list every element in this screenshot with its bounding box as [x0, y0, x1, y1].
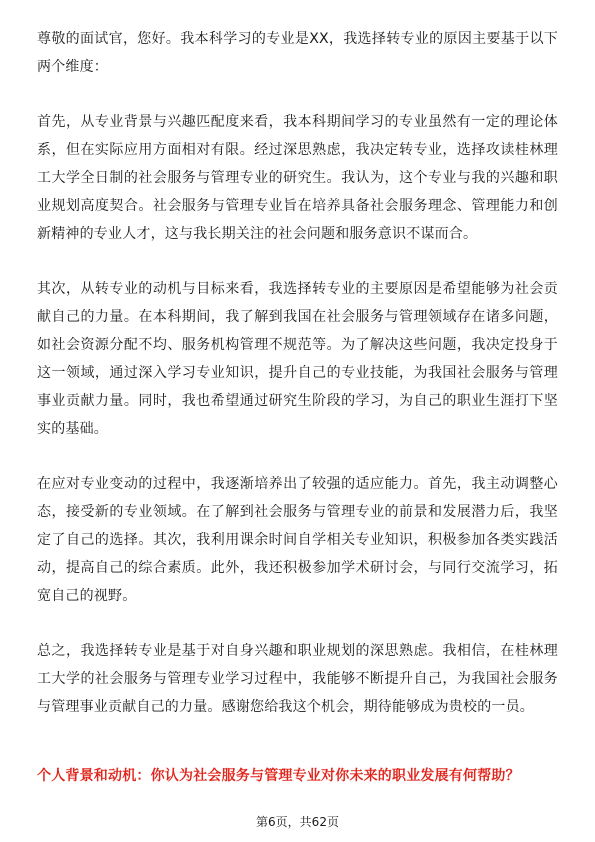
page-number-footer: 第6页，共62页 [256, 815, 339, 829]
paragraph-spacer [37, 81, 558, 108]
paragraph-spacer [37, 443, 558, 470]
interview-question-heading: 个人背景和动机：你认为社会服务与管理专业对你未来的职业发展有何帮助？ [37, 768, 520, 784]
paragraph-greeting: 尊敬的面试官，您好。我本科学习的专业是XX，我选择转专业的原因主要基于以下两个维度： [37, 31, 558, 75]
document-body [37, 25, 558, 721]
paragraph-first-reason: 首先，从专业背景与兴趣匹配度来看，我本科期间学习的专业虽然有一定的理论体系，但在实际应用方面相对有限。经过深思熟虑，我决定转专业，选择攻读桂林理工大学全日制的社会服务与管理专业的研究生。我认为，这个专业与我的兴趣和职业规划高度契合。社会服务与管理专业旨在培养具备社会服务理念、管理能力和创新精神的专业人才，这与我长期关注的社会问题和服务意识不谋而合。 [37, 114, 558, 242]
paragraph-adaptation: 在应对专业变动的过程中，我逐渐培养出了较强的适应能力。首先，我主动调整心态，接受新的专业领域。在了解到社会服务与管理专业的前景和发展潜力后，我坚定了自己的选择。其次，我利用课余时间自学相关专业知识，积极参加各类实践活动，提高自己的综合素质。此外，我还积极参加学术研讨会，与同行交流学习，拓宽自己的视野。 [37, 476, 558, 604]
paragraph-conclusion: 总之，我选择转专业是基于对自身兴趣和职业规划的深思熟虑。我相信，在桂林理工大学的社会服务与管理专业学习过程中，我能够不断提升自己，为我国社会服务与管理事业贡献自己的力量。感谢您给我这个机会，期待能够成为贵校的一员。 [37, 643, 558, 715]
paragraph-spacer [37, 610, 558, 637]
paragraph-second-reason: 其次，从转专业的动机与目标来看，我选择转专业的主要原因是希望能够为社会贡献自己的力量。在本科期间，我了解到我国在社会服务与管理领域存在诸多问题，如社会资源分配不均、服务机构管理不规范等。为了解决这些问题，我决定投身于这一领域，通过深入学习专业知识，提升自己的专业技能，为我国社会服务与管理事业贡献力量。同时，我也希望通过研究生阶段的学习，为自己的职业生涯打下坚实的基础。 [37, 281, 558, 437]
paragraph-spacer [37, 248, 558, 275]
